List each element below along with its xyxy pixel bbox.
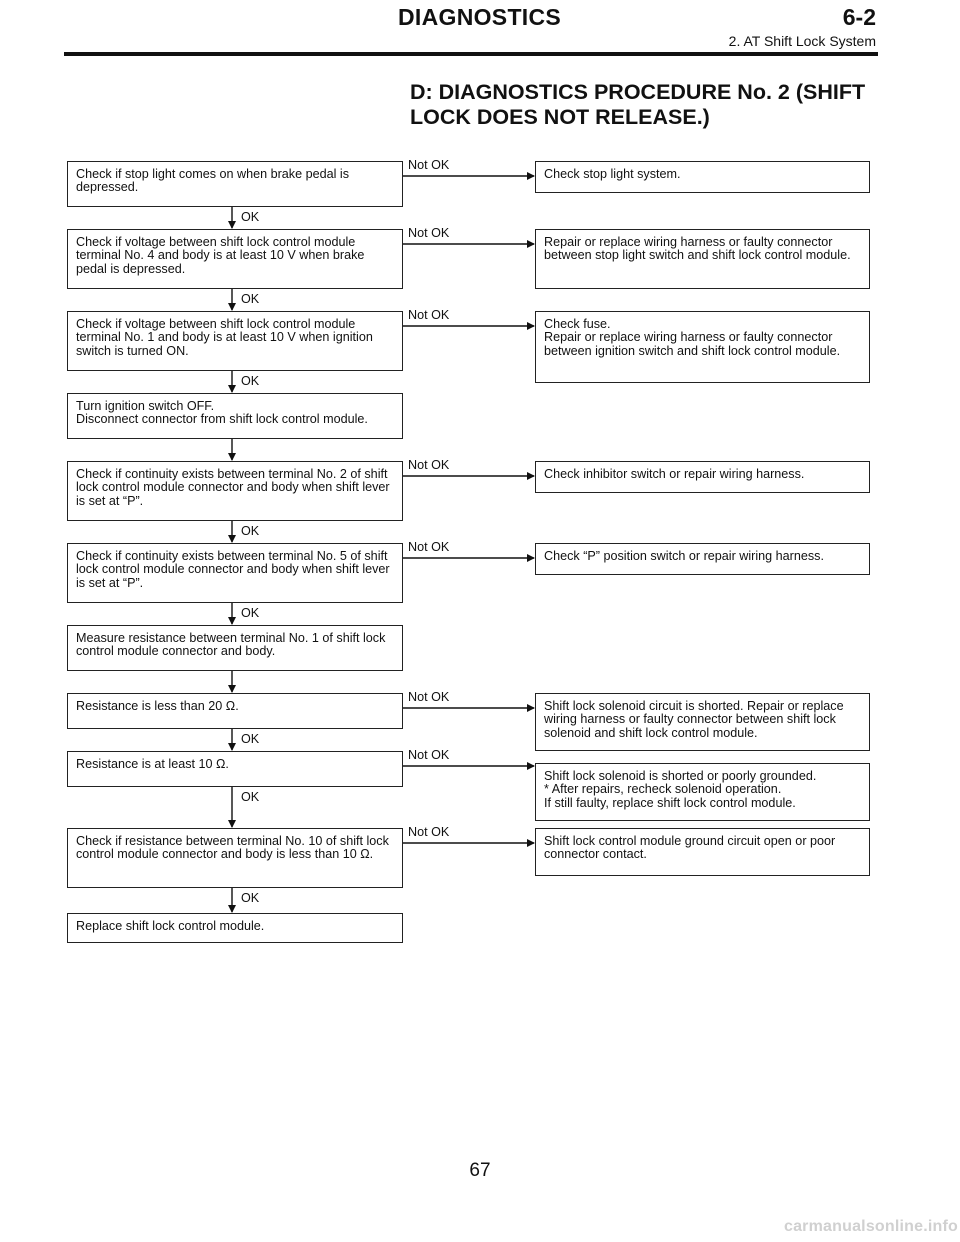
step-text: Check if resistance between terminal No. 10 of shift lock control module connector and body is less than 10 Ω.	[76, 834, 389, 862]
step-box	[67, 828, 403, 888]
ok-label: OK	[241, 210, 260, 224]
ok-label: OK	[241, 292, 260, 306]
procedure-title: D: DIAGNOSTICS PROCEDURE No. 2 (SHIFT LOCK DOES NOT RELEASE.)	[410, 80, 866, 129]
step-text: Turn ignition switch OFF. Disconnect connector from shift lock control module.	[76, 399, 368, 427]
step-box	[67, 543, 403, 603]
not-ok-label: Not OK	[408, 458, 450, 472]
result-box	[535, 461, 870, 493]
watermark: carmanualsonline.info	[783, 1218, 958, 1235]
step-text: Check if continuity exists between terminal No. 5 of shift lock control module connector and body when shift lever is set at “P”.	[76, 549, 390, 590]
step-box	[67, 161, 403, 207]
subsection-title: 2. AT Shift Lock System	[728, 33, 876, 49]
result-text: Shift lock solenoid is shorted or poorly grounded. * After repairs, recheck solenoid operation. If still faulty, replace shift lock control module.	[544, 769, 817, 810]
result-box	[535, 693, 870, 751]
result-box	[535, 763, 870, 821]
not-ok-label: Not OK	[408, 226, 450, 240]
result-box	[535, 161, 870, 193]
result-text: Check fuse. Repair or replace wiring harness or faulty connector between ignition switch and shift lock control module.	[544, 317, 841, 358]
step-text: Check if voltage between shift lock control module terminal No. 4 and body is at least 10 V when brake pedal is depressed.	[76, 235, 365, 276]
not-ok-label: Not OK	[408, 158, 450, 172]
result-text: Check stop light system.	[544, 167, 681, 181]
page-number: 67	[469, 1160, 491, 1181]
step-box	[67, 311, 403, 371]
step-text: Check if continuity exists between terminal No. 2 of shift lock control module connector and body when shift lever is set at “P”.	[76, 467, 390, 508]
result-text: Repair or replace wiring harness or faulty connector between stop light switch and shift lock control module.	[544, 235, 851, 263]
step-text: Check if stop light comes on when brake pedal is depressed.	[76, 167, 350, 195]
ok-label: OK	[241, 790, 260, 804]
step-box	[67, 229, 403, 289]
result-text: Shift lock control module ground circuit open or poor connector contact.	[544, 834, 836, 862]
ok-label: OK	[241, 732, 260, 746]
step-text: Resistance is less than 20 Ω.	[76, 699, 239, 713]
result-box	[535, 543, 870, 575]
step-text: Measure resistance between terminal No. 1 of shift lock control module connector and body.	[76, 631, 386, 659]
step-box	[67, 693, 403, 729]
result-box	[535, 828, 870, 876]
step-box	[67, 751, 403, 787]
step-text: Resistance is at least 10 Ω.	[76, 757, 229, 771]
result-text: Check “P” position switch or repair wiring harness.	[544, 549, 824, 563]
not-ok-label: Not OK	[408, 540, 450, 554]
not-ok-label: Not OK	[408, 308, 450, 322]
not-ok-label: Not OK	[408, 748, 450, 762]
ok-label: OK	[241, 524, 260, 538]
result-text: Check inhibitor switch or repair wiring harness.	[544, 467, 805, 481]
section-number: 6-2	[842, 4, 876, 30]
ok-label: OK	[241, 374, 260, 388]
step-box	[67, 913, 403, 943]
ok-label: OK	[241, 891, 260, 905]
step-text: Replace shift lock control module.	[76, 919, 265, 933]
section-title: DIAGNOSTICS	[398, 4, 562, 30]
result-box	[535, 311, 870, 383]
result-text: Shift lock solenoid circuit is shorted. Repair or replace wiring harness or faulty connector between shift lock solenoid and shift lock control module.	[544, 699, 844, 740]
step-box	[67, 461, 403, 521]
step-box	[67, 393, 403, 439]
not-ok-label: Not OK	[408, 690, 450, 704]
not-ok-label: Not OK	[408, 825, 450, 839]
ok-label: OK	[241, 606, 260, 620]
result-box	[535, 229, 870, 289]
step-text: Check if voltage between shift lock control module terminal No. 1 and body is at least 10 V when ignition switch is turned ON.	[76, 317, 373, 358]
step-box	[67, 625, 403, 671]
